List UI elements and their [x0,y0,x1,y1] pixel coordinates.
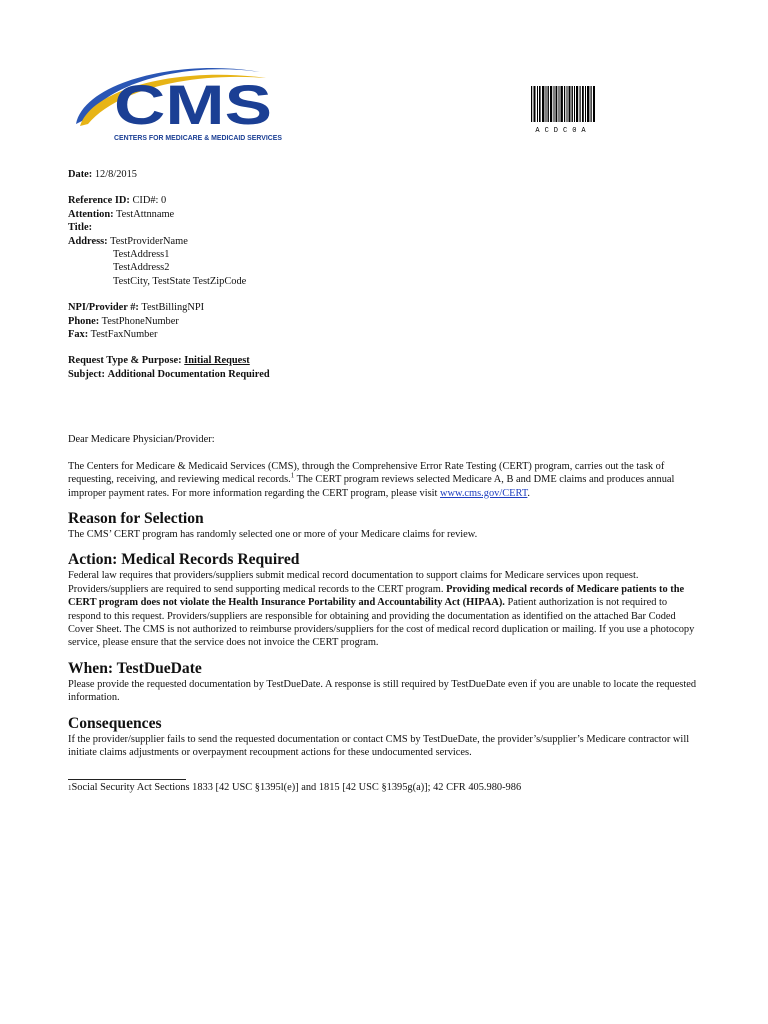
address-line-2: TestAddress2 [113,262,170,274]
footnote-divider [68,779,186,780]
reference-id-row: Reference ID: CID#: 0 [68,195,167,207]
letter-body [68,168,700,796]
barcode-caption: ACDC0A [535,127,591,135]
address-row: Address: TestProviderName [68,235,188,247]
subject-row: Subject: Additional Documentation Required [68,368,270,380]
reason-text: The CMS’ CERT program has randomly selected one or more of your Medicare claims for review. [68,528,478,540]
address-line-3: TestCity, TestState TestZipCode [113,275,247,287]
cert-link[interactable]: www.cms.gov/CERT [440,487,528,499]
cms-logo [70,50,285,150]
intro-paragraph: The Centers for Medicare & Medicaid Services (CMS), through the Comprehensive Error Rate Testing (CERT) program, carries out the task of requesting, receiving, and reviewing medical records.$^1$ The CERT program reviews selected Medicare A, B and DME claims and produces annual improper payment rates. For more information regarding the CERT program, please visit www.cms.gov/CERT. [68,460,675,499]
date-row: Date: 12/8/2015 [68,169,137,180]
consequences-text: If the provider/supplier fails to send the requested documentation or contact CMS by TestDueDate, the provider’s/supplier’s Medicare contractor will initiate claims adjustments or overpayment recoupment actions for these undocumented services. [68,733,690,758]
title-row: Title: [68,222,93,234]
fax-row: Fax: TestFaxNumber [68,329,158,341]
phone-row: Phone: TestPhoneNumber [68,315,179,327]
npi-row: NPI/Provider #: TestBillingNPI [68,302,205,314]
logo-brand-text: CMS [114,73,272,136]
footnote-ref: 1 [290,471,295,480]
when-text: Please provide the requested documentation by TestDueDate. A response is still required by TestDueDate even if you are unable to locate the requested information. [68,678,697,704]
salutation: Dear Medicare Physician/Provider: [68,434,215,446]
request-type-value: Initial Request [184,355,250,367]
reason-heading: Reason for Selection [68,509,204,527]
footnote: 1Social Security Act Sections 1833 [42 USC §1395l(e)] and 1815 [42 USC §1395g(a)]; 42 CFR 405.980-986 [68,782,522,794]
attention-row: Attention: TestAttnname [68,208,175,220]
date-value: 12/8/2015 [94,169,137,180]
consequences-heading: Consequences [68,714,162,732]
barcode [529,86,597,136]
footnote-marker: 1 [68,784,72,793]
when-heading: When: TestDueDate [68,659,202,677]
action-paragraph: Federal law requires that providers/suppliers submit medical record documentation to support claims for Medicare services upon request. Providers/suppliers are required to send supporting medical records to the CERT program. Providing medical records of Medicare patients to the CERT program does not violate the Health Insurance Portability and Accountability Act (HIPAA). Patient authorization is not required to respond to this request. Providers/suppliers are responsible for obtaining and providing the documentation as identified on the attached Bar Coded Cover Sheet. The CMS is not authorized to reimburse providers/suppliers for the cost of medical record duplication or mailing. If you use a photocopy service, please ensure that the service does not invoice the CERT program. [68,570,695,649]
action-heading: Action: Medical Records Required [68,551,300,569]
request-type-row: Request Type & Purpose: Initial Request [68,355,250,367]
logo-subtitle: CENTERS FOR MEDICARE & MEDICAID SERVICES [114,133,282,142]
address-line-1: TestAddress1 [113,249,170,261]
